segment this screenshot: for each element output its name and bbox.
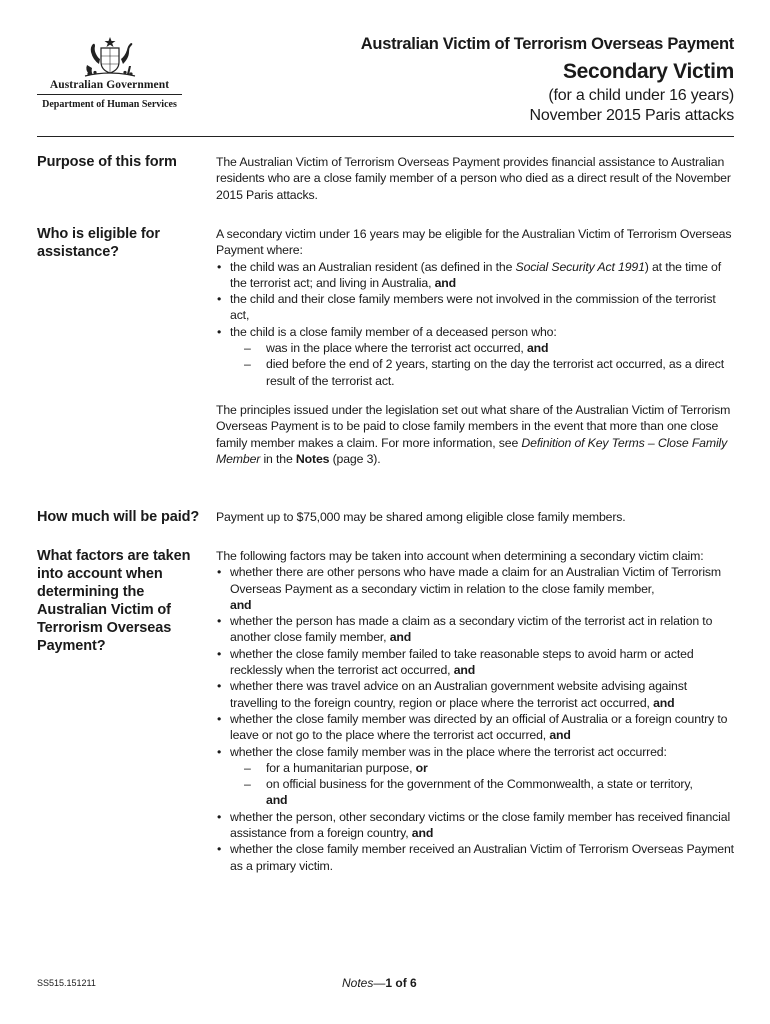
- paragraph: The principles issued under the legislation set out what share of the Australian Victim of Terrorism Overseas Payment is to be paid to close family members in the event that more than one close family member makes a claim. For more information, see Definition of Key Terms – Close Family Member in the Notes (page 3).: [216, 402, 731, 466]
- page-indicator: Notes—1 of 6: [342, 976, 417, 990]
- paragraph: The Australian Victim of Terrorism Overseas Payment provides financial assistance to Australian residents who are a close family member of a person who died as a direct result of the November 2015 Paris attacks.: [216, 155, 731, 202]
- government-logo: [37, 34, 182, 110]
- list-item: • the child and their close family members were not involved in the commission of the terrorist act,: [216, 291, 734, 324]
- form-subtitle-age: (for a child under 16 years): [548, 87, 734, 104]
- coat-of-arms-icon: [65, 34, 155, 78]
- list-item: • whether there are other persons who have made a claim for an Australian Victim of Terrorism Overseas Payment as a secondary victim in relation to the close family member, and: [216, 564, 734, 613]
- list-item: – on official business for the government of the Commonwealth, a state or territory, and: [230, 776, 734, 809]
- section-heading: Purpose of this form: [37, 154, 177, 170]
- list-item: • the child was an Australian resident (as defined in the Social Security Act 1991) at the time of the terrorist act; and living in Australia, and: [216, 259, 734, 292]
- list-item: • whether the close family member failed to take reasonable steps to avoid harm or acted recklessly when the terrorist act occurred, and: [216, 646, 734, 679]
- government-name: Australian Government: [49, 79, 170, 91]
- section-body: [216, 509, 734, 525]
- dash-list: [230, 340, 734, 389]
- header-divider: [37, 136, 734, 137]
- department-name: Department of Human Services: [42, 99, 177, 110]
- list-item: – was in the place where the terrorist act occurred, and: [230, 340, 734, 356]
- paragraph: The following factors may be taken into account when determining a secondary victim claim:: [216, 549, 704, 563]
- form-header: [294, 34, 734, 126]
- section-heading: What factors are taken into account when determining the Australian Victim of Terrorism Overseas Payment?: [37, 548, 191, 654]
- form-title: Australian Victim of Terrorism Overseas Payment: [360, 35, 734, 53]
- dash-list: [230, 760, 734, 809]
- list-item: • whether the close family member was directed by an official of Australia or a foreign country to leave or not go to the place where the terrorist act occurred, and: [216, 711, 734, 744]
- bullet-list: [216, 259, 734, 389]
- bullet-list: [216, 564, 734, 874]
- list-item: • the child is a close family member of a deceased person who: – was in the place where the terrorist act occurred, and – died before the end of 2 years, starting on the day the terrorist act occurred, as a direct result of the terrorist act.: [216, 324, 734, 389]
- logo-divider: [37, 94, 182, 95]
- form-subtitle: Secondary Victim: [562, 60, 734, 83]
- form-subtitle-event: November 2015 Paris attacks: [529, 107, 734, 124]
- list-item: • whether the person, other secondary victims or the close family member has received financial assistance from a foreign country, and: [216, 809, 734, 842]
- paragraph: A secondary victim under 16 years may be eligible for the Australian Victim of Terrorism Overseas Payment where:: [216, 227, 732, 258]
- section-heading: Who is eligible for assistance?: [37, 226, 160, 260]
- list-item: • whether the close family member was in the place where the terrorist act occurred: – for a humanitarian purpose, or – on official business for the government of the Commonwealth, a state or territory, and: [216, 744, 734, 809]
- list-item: – for a humanitarian purpose, or: [230, 760, 734, 776]
- form-code: SS515.151211: [37, 978, 96, 988]
- section-body: [216, 548, 734, 874]
- list-item: • whether the person has made a claim as a secondary victim of the terrorist act in relation to another close family member, and: [216, 613, 734, 646]
- list-item: – died before the end of 2 years, starting on the day the terrorist act occurred, as a direct result of the terrorist act.: [230, 356, 734, 389]
- list-item: • whether there was travel advice on an Australian government website advising against travelling to the foreign country, region or place where the terrorist act occurred, and: [216, 678, 734, 711]
- section-body: [216, 226, 734, 467]
- section-body: [216, 154, 734, 203]
- paragraph: Payment up to $75,000 may be shared among eligible close family members.: [216, 510, 626, 524]
- section-heading: How much will be paid?: [37, 509, 200, 525]
- list-item: • whether the close family member received an Australian Victim of Terrorism Overseas Payment as a primary victim.: [216, 841, 734, 874]
